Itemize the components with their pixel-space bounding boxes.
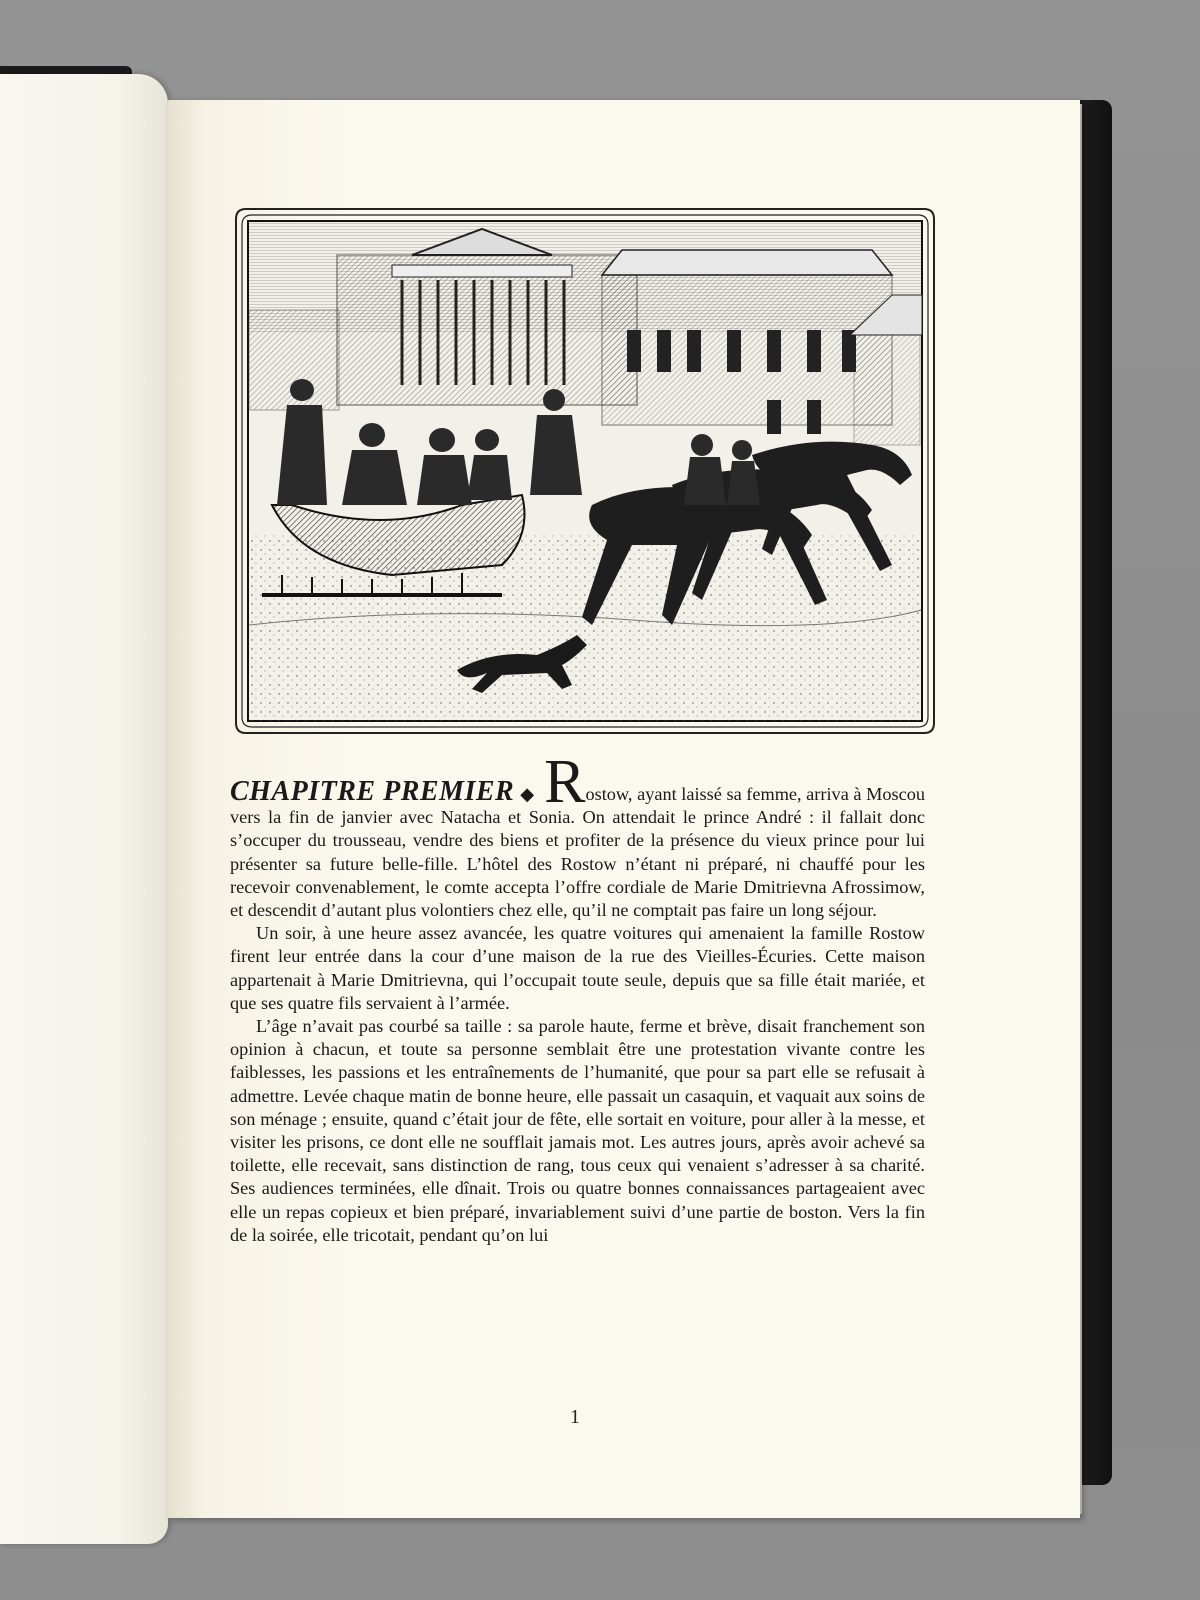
chapter-illustration — [232, 205, 938, 737]
drop-cap: R — [544, 748, 586, 816]
paragraph: L’âge n’avait pas courbé sa taille : sa parole haute, ferme et brève, disait franchement son opinion à chacun, et toute sa personne semblait être une protestation vivante contre les faiblesses, les passions et les entraînements de l’humanité, que pour sa part elle se refusait à admettre. Levée chaque matin de bonne heure, elle passait un casaquin, et vaquait aux soins de son ménage ; ensuite, quand c’était jour de fête, elle sortait en voiture, pour aller à la messe, et visiter les prisons, ce dont elle ne soufflait jamais mot. Les autres jours, après avoir achevé sa toilette, elle recevait, sans distinction de rang, tous ceux qui venaient s’adresser à sa charité. Ses audiences terminées, elle dînait. Trois ou quatre bonnes connaissances partageaient avec elle un repas copieux et bien préparé, invariablement suivi d’une partie de boston. Vers la fin de la soirée, elle tricotait, pendant qu’on lui — [230, 1016, 925, 1245]
first-paragraph — [230, 748, 925, 922]
chapter-text — [230, 748, 925, 1247]
left-page — [0, 74, 168, 1544]
page-number: 1 — [570, 1406, 580, 1428]
first-paragraph-text: ostow, ayant laissé sa femme, arriva à Moscou vers la fin de janvier avec Natacha et Sonia. On attendait le prince André : il fallait donc s’occuper du trousseau, vendre des biens et profiter de la présence du vieux prince pour lui présenter sa future belle-fille. L’hôtel des Rostow n’étant ni préparé, ni chauffé pour les recevoir convenablement, le comte accepta l’offre cordiale de Marie Dmitrievna Afrossimow, et descendit d’autant plus volontiers chez elle, qu’il ne comptait pas faire un long séjour. — [230, 784, 925, 921]
engraving-image — [232, 205, 938, 737]
chapter-title: CHAPITRE PREMIER — [230, 776, 515, 807]
paragraph: Un soir, à une heure assez avancée, les quatre voitures qui amenaient la famille Rostow firent leur entrée dans la cour d’une maison de la rue des Vieilles-Écuries. Cette maison appartenait à Marie Dmitrievna, qui l’occupait toute seule, depuis que sa fille était mariée, et que ses quatre fils servaient à l’armée. — [230, 923, 925, 1013]
diamond-separator-icon: ◆ — [520, 784, 535, 804]
